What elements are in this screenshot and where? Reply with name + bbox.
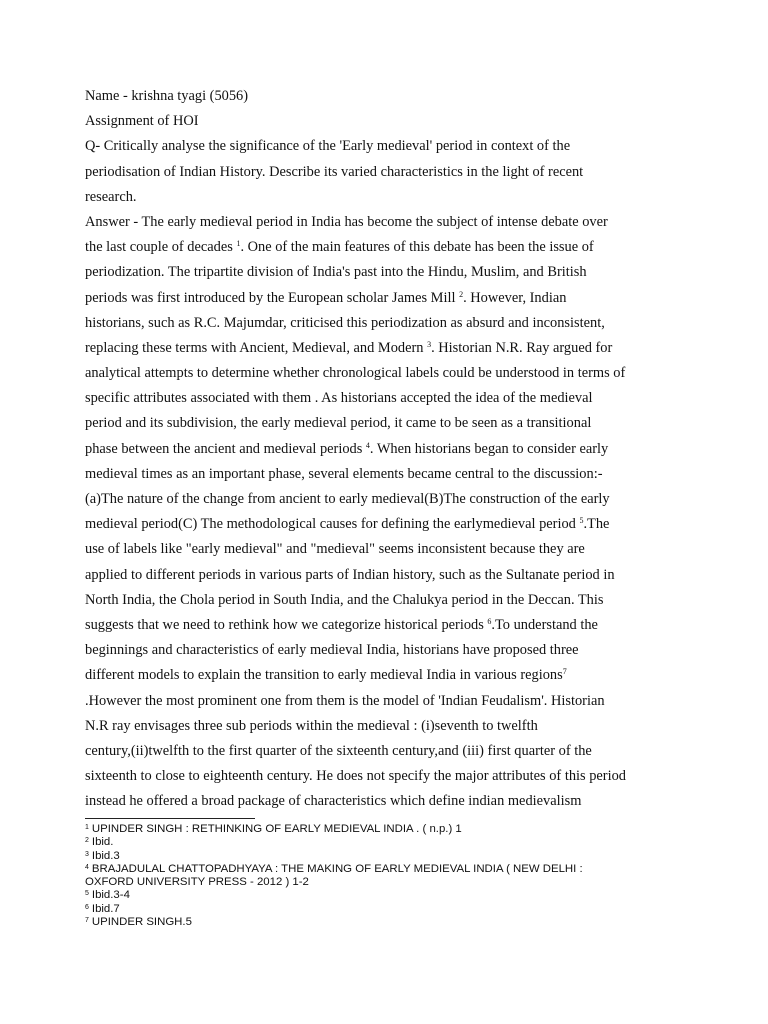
footnote-item xyxy=(85,876,685,889)
text-line xyxy=(85,160,645,185)
footnote-number: 3 xyxy=(85,850,89,858)
text-segment: . One of the main features of this debate has been the issue of xyxy=(240,239,594,256)
text-line xyxy=(85,361,645,386)
text-segment: periods was first introduced by the European scholar James Mill xyxy=(85,289,460,306)
text-line xyxy=(85,437,645,462)
text-line xyxy=(85,714,645,739)
footnote-number: 7 xyxy=(85,917,89,925)
footnote-text: UPINDER SINGH.5 xyxy=(91,916,192,929)
text-segment: specific attributes associated with them . As historians accepted the idea of the medieval xyxy=(85,390,593,407)
footnote-text: OXFORD UNIVERSITY PRESS - 2012 ) 1-2 xyxy=(85,876,309,889)
text-segment: .However the most prominent one from them is the model of 'Indian Feudalism'. Historian xyxy=(85,692,605,709)
footnote-text: Ibid.3-4 xyxy=(91,889,130,902)
text-line xyxy=(85,336,645,361)
text-line xyxy=(85,210,645,235)
footnote-item xyxy=(85,850,685,863)
text-segment: different models to explain the transition to early medieval India in various regions xyxy=(85,667,563,684)
footnote-item xyxy=(85,889,685,902)
text-line xyxy=(85,411,645,436)
text-segment: research. xyxy=(85,188,137,205)
text-line xyxy=(85,789,645,814)
text-segment: sixteenth to close to eighteenth century. He does not specify the major attributes of this period xyxy=(85,768,626,785)
text-segment: phase between the ancient and medieval periods xyxy=(85,440,366,457)
text-line xyxy=(85,638,645,663)
text-segment: beginnings and characteristics of early medieval India, historians have proposed three xyxy=(85,642,579,659)
footnote-separator xyxy=(85,818,255,819)
text-line xyxy=(85,260,645,285)
text-line xyxy=(85,235,645,260)
footnote-item xyxy=(85,823,685,836)
text-segment: periodization. The tripartite division of India's past into the Hindu, Muslim, and British xyxy=(85,264,587,281)
text-segment: analytical attempts to determine whether chronological labels could be understood in terms of xyxy=(85,365,626,382)
footnote-text: UPINDER SINGH : RETHINKING OF EARLY MEDIEVAL INDIA . ( n.p.) 1 xyxy=(91,823,462,835)
text-segment: instead he offered a broad package of characteristics which define indian medievalism xyxy=(85,793,582,810)
text-line xyxy=(85,185,645,210)
footnote-reference[interactable]: 7 xyxy=(562,667,567,677)
footnote-reference[interactable]: 3 xyxy=(427,339,432,349)
footnote-item xyxy=(85,903,685,916)
text-line xyxy=(85,487,645,512)
footnote-reference[interactable]: 4 xyxy=(365,440,370,450)
text-segment: century,(ii)twelfth to the first quarter of the sixteenth century,and (iii) first quarter of the xyxy=(85,742,592,759)
text-segment: periodisation of Indian History. Describe its varied characteristics in the light of recent xyxy=(85,163,584,180)
paragraph-text xyxy=(85,134,645,814)
footnote-text: Ibid.3 xyxy=(91,849,120,862)
text-segment: historians, such as R.C. Majumdar, criticised this periodization as absurd and inconsistent, xyxy=(85,314,605,331)
document-body xyxy=(85,84,645,814)
footnote-number: 2 xyxy=(85,837,89,845)
footnote-text: BRAJADULAL CHATTOPADHYAYA : THE MAKING OF EARLY MEDIEVAL INDIA ( NEW DELHI : xyxy=(91,862,583,875)
text-line xyxy=(85,588,645,613)
text-line xyxy=(85,286,645,311)
text-segment: the last couple of decades xyxy=(85,239,237,256)
text-line xyxy=(85,739,645,764)
footnote-reference[interactable]: 2 xyxy=(459,289,464,299)
text-segment: .The xyxy=(583,516,610,533)
text-line xyxy=(85,563,645,588)
text-line xyxy=(85,689,645,714)
text-line xyxy=(85,512,645,537)
text-segment: . When historians began to consider early xyxy=(369,440,609,457)
text-segment: North India, the Chola period in South India, and the Chalukya period in the Deccan. This xyxy=(85,591,604,608)
text-segment: period and its subdivision, the early medieval period, it came to be seen as a transitional xyxy=(85,415,592,432)
text-line xyxy=(85,386,645,411)
footnote-item xyxy=(85,916,685,929)
footnote-reference[interactable]: 6 xyxy=(487,616,492,626)
text-segment: use of labels like "early medieval" and "medieval" seems inconsistent because they are xyxy=(85,541,585,558)
text-segment: applied to different periods in various parts of Indian history, such as the Sultanate period in xyxy=(85,566,615,583)
footnotes-section xyxy=(85,823,685,929)
text-line xyxy=(85,613,645,638)
text-segment: (a)The nature of the change from ancient to early medieval(B)The construction of the early xyxy=(85,491,610,507)
text-segment: medieval times as an important phase, several elements became central to the discussion:- xyxy=(85,465,603,482)
text-segment: N.R ray envisages three sub periods within the medieval : (i)seventh to twelfth xyxy=(85,717,538,734)
footnote-reference[interactable]: 5 xyxy=(579,516,584,526)
footnote-text: Ibid. xyxy=(91,836,114,849)
assignment-title-line: Assignment of HOI xyxy=(85,113,199,130)
text-segment: . However, Indian xyxy=(463,289,567,306)
footnote-item xyxy=(85,863,685,876)
text-line xyxy=(85,311,645,336)
text-line xyxy=(85,134,645,159)
footnote-number: 5 xyxy=(85,890,89,898)
text-segment: Q- Critically analyse the significance of the 'Early medieval' period in context of the xyxy=(85,138,571,155)
text-line xyxy=(85,663,645,688)
text-line xyxy=(85,462,645,487)
footnote-reference[interactable]: 1 xyxy=(236,239,241,249)
author-name-line: Name - krishna tyagi (5056) xyxy=(85,88,249,104)
text-segment: .To understand the xyxy=(491,616,598,633)
text-segment: replacing these terms with Ancient, Medieval, and Modern xyxy=(85,339,428,356)
footnote-item xyxy=(85,836,685,849)
text-line xyxy=(85,764,645,789)
text-segment: . Historian N.R. Ray argued for xyxy=(431,339,613,356)
footnote-number: 6 xyxy=(85,903,89,911)
text-segment: Answer - The early medieval period in India has become the subject of intense debate over xyxy=(85,213,608,230)
footnote-number: 4 xyxy=(85,863,89,871)
footnote-text: Ibid.7 xyxy=(91,902,120,915)
text-segment: suggests that we need to rethink how we categorize historical periods xyxy=(85,616,488,633)
footnote-number: 1 xyxy=(85,824,89,831)
text-line xyxy=(85,537,645,562)
text-segment: medieval period(C) The methodological causes for defining the earlymedieval period xyxy=(85,516,580,533)
